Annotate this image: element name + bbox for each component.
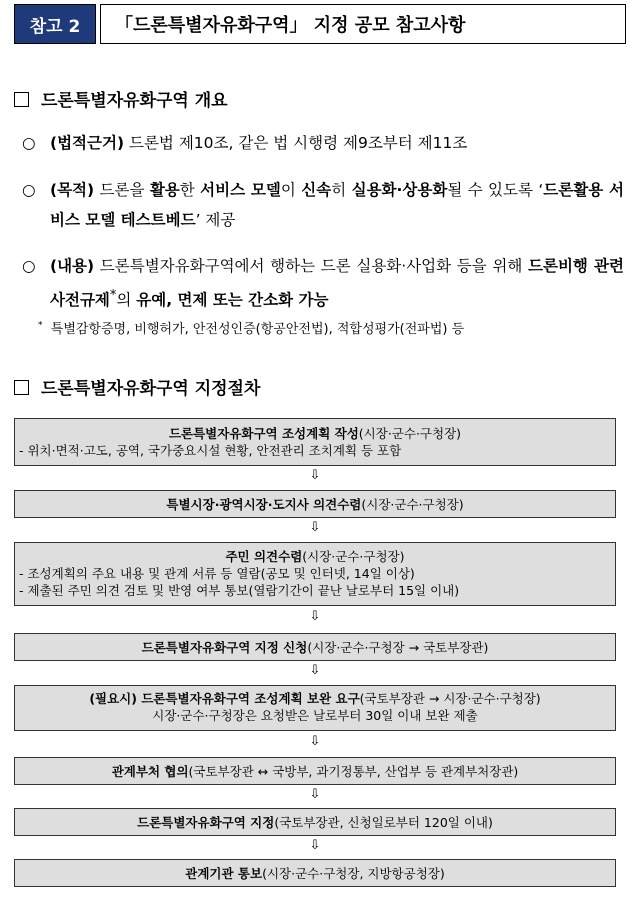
footnote: * 특별감항증명, 비행허가, 안전성인증(항공안전법), 적합성평가(전파법) 등	[38, 320, 465, 337]
flow-step-consultation: 관계부처 협의(국토부장관 ↔ 국방부, 과기정통부, 산업부 등 관계부처장관)	[14, 757, 616, 785]
page-header	[14, 4, 626, 44]
down-arrow-icon: ⇩	[309, 468, 321, 483]
reference-badge: 참고 2	[14, 4, 96, 44]
down-arrow-icon: ⇩	[309, 609, 321, 624]
flow-step-supplement: (필요시) 드론특별자유화구역 조성계획 보완 요구(국토부장관 → 시장·군수·구청장) 시장·군수·구청장은 요청받은 날로부터 30일 이내 보완 제출	[14, 685, 616, 731]
circle-bullet-icon: ○	[22, 181, 36, 199]
down-arrow-icon: ⇩	[309, 838, 321, 853]
flow-step-application: 드론특별자유화구역 지정 신청(시장·군수·구청장 → 국토부장관)	[14, 633, 616, 661]
flow-step-metro-opinion: 특별시장·광역시장·도지사 의견수렴(시장·군수·구청장)	[14, 490, 616, 518]
section-heading-overview: 드론특별자유화구역 개요	[14, 86, 228, 111]
overview-item-legal-basis: ○ (법적근거) 드론법 제10조, 같은 법 시행령 제9조부터 제11조	[22, 128, 624, 158]
flow-step-resident-opinion: 주민 의견수렴(시장·군수·구청장) - 조성계획의 주요 내용 및 관계 서류 등 열람(공모 및 인터넷, 14일 이상) - 제출된 주민 의견 검토 및 반영 여부 통보(열람기간이 끝난 날로부터 15일 이내)	[14, 542, 616, 606]
square-bullet-icon	[14, 92, 29, 107]
overview-item-contents: ○ (내용) 드론특별자유화구역에서 행하는 드론 실용화·사업화 등을 위해 드론비행 관련 사전규제*의 유예, 면제 또는 간소화 가능	[22, 251, 624, 315]
overview-item-purpose: ○ (목적) 드론을 활용한 서비스 모델이 신속히 실용화·상용화될 수 있도록 ‘드론활용 서비스 모델 테스트베드’ 제공	[22, 175, 624, 235]
down-arrow-icon: ⇩	[309, 734, 321, 749]
section-heading-procedure: 드론특별자유화구역 지정절차	[14, 374, 260, 399]
circle-bullet-icon: ○	[22, 257, 36, 275]
down-arrow-icon: ⇩	[309, 663, 321, 678]
square-bullet-icon	[14, 380, 29, 395]
flow-step-plan: 드론특별자유화구역 조성계획 작성(시장·군수·구청장) - 위치·면적·고도, 공역, 국가중요시설 현황, 안전관리 조치계획 등 포함	[14, 418, 616, 466]
circle-bullet-icon: ○	[22, 134, 36, 152]
down-arrow-icon: ⇩	[309, 520, 321, 535]
page-title: 「드론특별자유화구역」 지정 공모 참고사항	[100, 4, 626, 44]
flow-step-designation: 드론특별자유화구역 지정(국토부장관, 신청일로부터 120일 이내)	[14, 808, 616, 836]
flow-step-notification: 관계기관 통보(시장·군수·구청장, 지방항공청장)	[14, 859, 616, 887]
down-arrow-icon: ⇩	[309, 787, 321, 802]
